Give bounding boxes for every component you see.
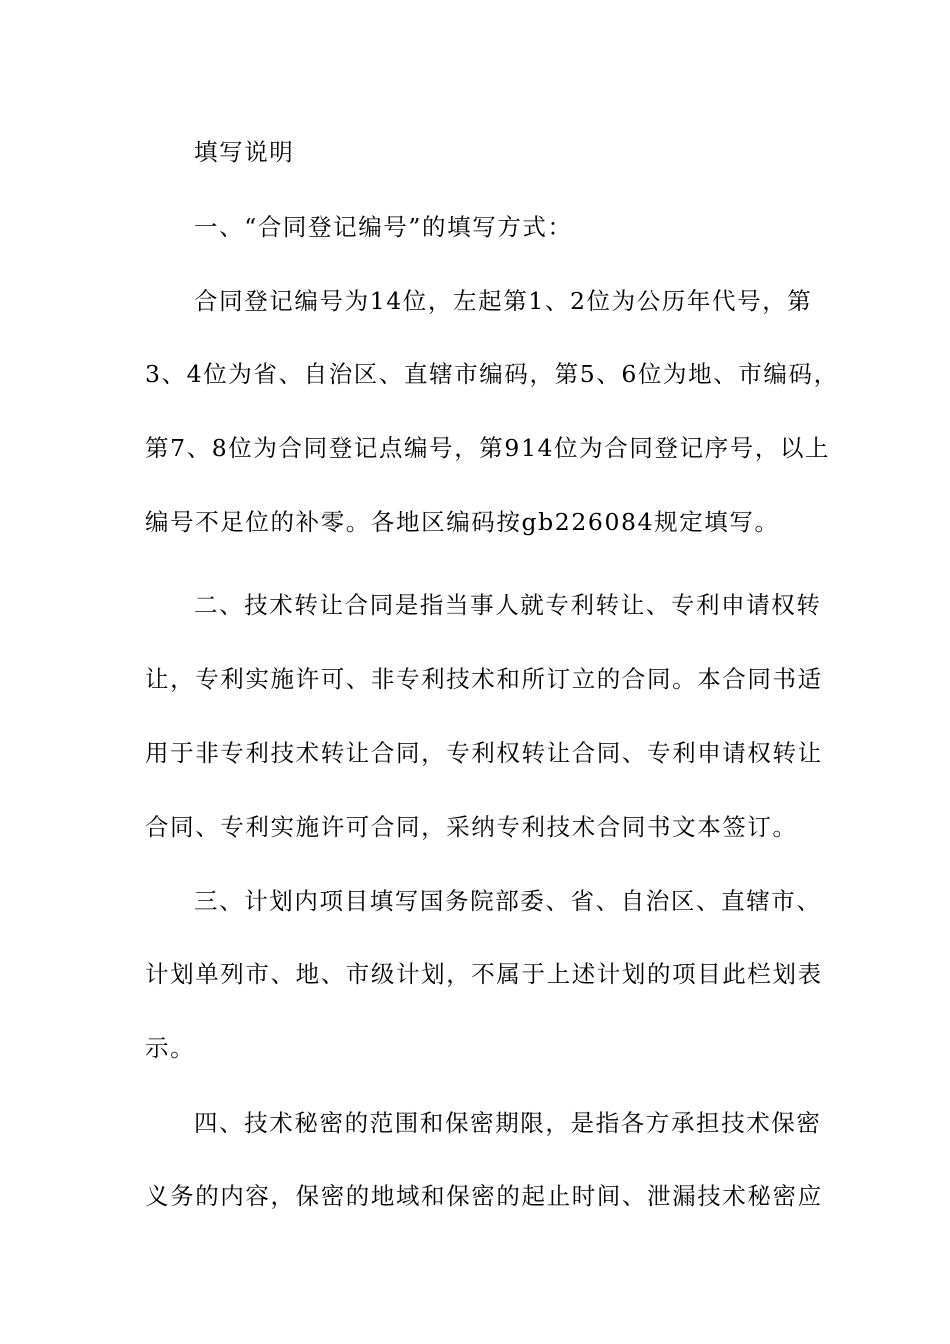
text-line: 编号不足位的补零。各地区编码按gb226084规定填写。 xyxy=(145,508,780,536)
text-line: 二、技术转让合同是指当事人就专利转让、专利申请权转 xyxy=(194,591,822,619)
text-line: 一、“合同登记编号”的填写方式： xyxy=(194,213,573,241)
text-line: 第7、8位为合同登记点编号，第914位为合同登记序号，以上 xyxy=(145,434,831,462)
text-line: 合同登记编号为14位，左起第1、2位为公历年代号，第 xyxy=(194,287,813,315)
text-line: 3、4位为省、自治区、直辖市编码，第5、6位为地、市编码， xyxy=(145,360,839,388)
text-line: 让，专利实施许可、非专利技术和所订立的合同。本合同书适 xyxy=(145,665,823,693)
text-line: 四、技术秘密的范围和保密期限，是指各方承担技术保密 xyxy=(194,1109,822,1137)
text-line: 合同、专利实施许可合同，采纳专利技术合同书文本签订。 xyxy=(145,813,798,841)
document-heading: 填写说明 xyxy=(194,138,295,166)
text-line: 计划单列市、地、市级计划，不属于上述计划的项目此栏划表 xyxy=(145,960,823,988)
text-line: 义务的内容，保密的地域和保密的起止时间、泄漏技术秘密应 xyxy=(145,1182,823,1210)
text-line: 三、计划内项目填写国务院部委、省、自治区、直辖市、 xyxy=(194,887,822,915)
text-line: 示。 xyxy=(145,1034,196,1062)
text-line: 用于非专利技术转让合同，专利权转让合同、专利申请权转让 xyxy=(145,739,823,767)
